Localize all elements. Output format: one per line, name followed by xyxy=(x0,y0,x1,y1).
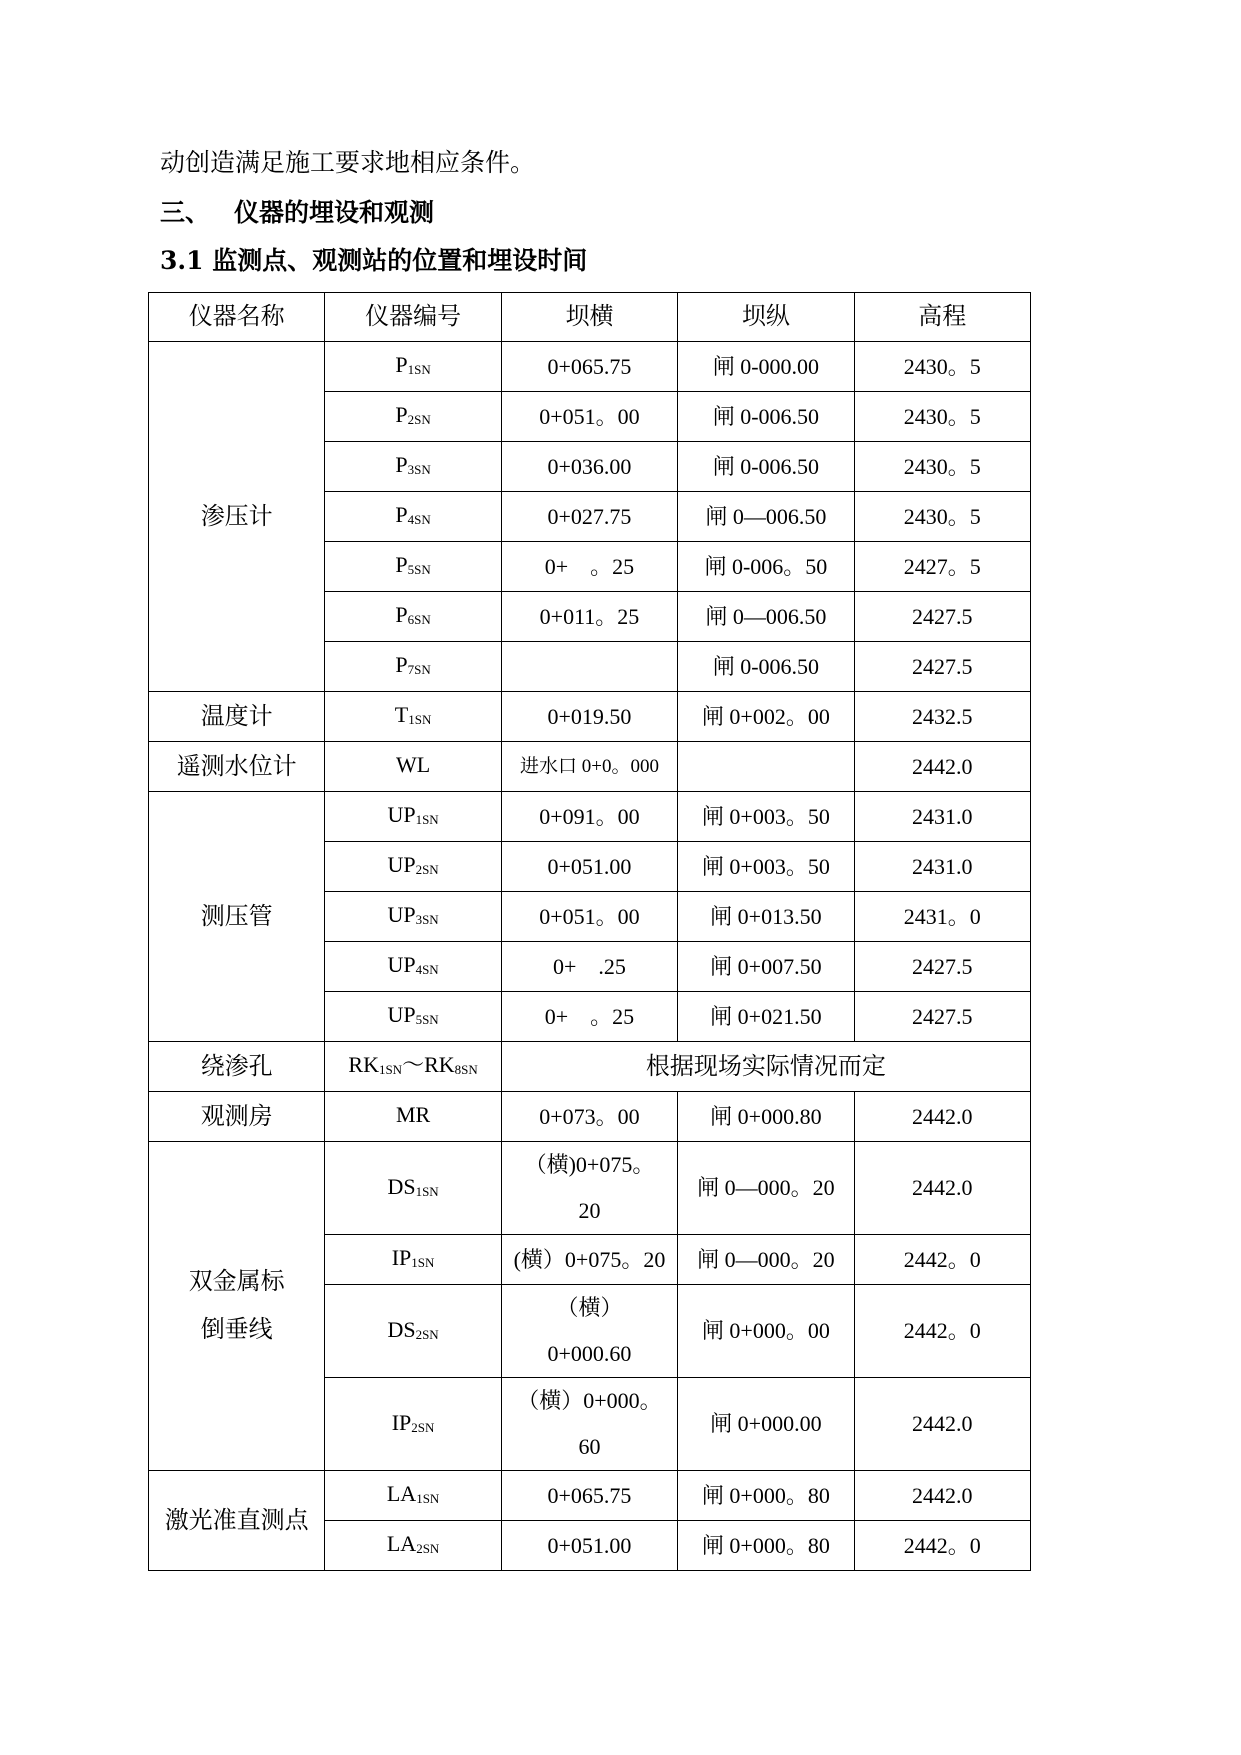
cross-cell xyxy=(501,1378,677,1471)
elev-cell: 2442。0 xyxy=(854,1521,1030,1571)
code-cell: $IP_{1SN}$ xyxy=(325,1235,501,1285)
elev-cell: 2427.5 xyxy=(854,942,1030,992)
code-cell: WL xyxy=(325,742,501,792)
cross-cell: 0+051.00 xyxy=(501,1521,677,1571)
cross-cell: 0+ 。25 xyxy=(501,542,677,592)
header-cell: 高程 xyxy=(854,293,1030,342)
elev-cell: 2442。0 xyxy=(854,1235,1030,1285)
code-cell: $UP_{3SN}$ xyxy=(325,892,501,942)
cross-cell: 0+091。00 xyxy=(501,792,677,842)
cross-line: 60 xyxy=(578,1434,601,1459)
category-cell xyxy=(149,1142,325,1471)
cross-line: （横)0+075。 xyxy=(524,1152,655,1177)
code-cell: $P_{2SN}$ xyxy=(325,392,501,442)
elev-cell: 2430。5 xyxy=(854,492,1030,542)
category-cell: 观测房 xyxy=(149,1092,325,1142)
elev-cell: 2431.0 xyxy=(854,792,1030,842)
long-cell: 闸 0-006。50 xyxy=(678,542,854,592)
elev-cell: 2442.0 xyxy=(854,1142,1030,1235)
cross-cell: 0+036.00 xyxy=(501,442,677,492)
long-cell xyxy=(678,742,854,792)
table-row xyxy=(149,1042,1031,1092)
code-cell: $RK_{1SN}\sim RK_{8SN}$ xyxy=(325,1042,501,1092)
elev-cell: 2427.5 xyxy=(854,642,1030,692)
category-cell: 激光准直测点 xyxy=(149,1471,325,1571)
header-cell: 仪器编号 xyxy=(325,293,501,342)
table-row xyxy=(149,742,1031,792)
elev-cell: 2442.0 xyxy=(854,742,1030,792)
elev-cell: 2442.0 xyxy=(854,1471,1030,1521)
elev-cell: 2430。5 xyxy=(854,392,1030,442)
code-cell: MR xyxy=(325,1092,501,1142)
code-cell: $P_{6SN}$ xyxy=(325,592,501,642)
code-cell: $DS_{2SN}$ xyxy=(325,1285,501,1378)
category-cell: 温度计 xyxy=(149,692,325,742)
long-cell: 闸 0—000。20 xyxy=(678,1142,854,1235)
long-cell: 闸 0+000。80 xyxy=(678,1471,854,1521)
long-cell: 闸 0+000。00 xyxy=(678,1285,854,1378)
long-cell: 闸 0—006.50 xyxy=(678,492,854,542)
cross-cell: 0+019.50 xyxy=(501,692,677,742)
header-cell: 坝横 xyxy=(501,293,677,342)
elev-cell: 2431.0 xyxy=(854,842,1030,892)
table-row xyxy=(149,342,1031,392)
code-cell: $P_{4SN}$ xyxy=(325,492,501,542)
span-cell: 根据现场实际情况而定 xyxy=(501,1042,1030,1092)
cross-cell: 0+065.75 xyxy=(501,1471,677,1521)
long-cell: 闸 0—000。20 xyxy=(678,1235,854,1285)
cross-cell: 0+051。00 xyxy=(501,392,677,442)
cross-cell: 0+ .25 xyxy=(501,942,677,992)
table-row xyxy=(149,1142,1031,1235)
cross-cell: (横）0+075。20 xyxy=(501,1235,677,1285)
cross-cell: 进水口 0+0。000 xyxy=(501,742,677,792)
category-cell: 渗压计 xyxy=(149,342,325,692)
long-cell: 闸 0+000。80 xyxy=(678,1521,854,1571)
code-cell: $UP_{1SN}$ xyxy=(325,792,501,842)
long-cell: 闸 0+003。50 xyxy=(678,842,854,892)
table-row xyxy=(149,1471,1031,1521)
code-cell: $P_{3SN}$ xyxy=(325,442,501,492)
section-title: 仪器的埋设和观测 xyxy=(234,198,435,227)
code-cell: $P_{7SN}$ xyxy=(325,642,501,692)
intro-text: 动创造满足施工要求地相应条件。 xyxy=(160,148,536,177)
code-cell: $IP_{2SN}$ xyxy=(325,1378,501,1471)
table-header-row xyxy=(149,293,1031,342)
cross-cell xyxy=(501,642,677,692)
header-cell: 坝纵 xyxy=(678,293,854,342)
long-cell: 闸 0+000.00 xyxy=(678,1378,854,1471)
code-cell: $DS_{1SN}$ xyxy=(325,1142,501,1235)
cross-line: 0+000.60 xyxy=(547,1341,632,1366)
long-cell: 闸 0+000.80 xyxy=(678,1092,854,1142)
code-cell: $P_{1SN}$ xyxy=(325,342,501,392)
long-cell: 闸 0+007.50 xyxy=(678,942,854,992)
cross-cell: 0+ 。25 xyxy=(501,992,677,1042)
code-cell: $T_{1SN}$ xyxy=(325,692,501,742)
code-cell: $UP_{2SN}$ xyxy=(325,842,501,892)
category-line: 倒垂线 xyxy=(200,1317,273,1343)
cross-cell xyxy=(501,1142,677,1235)
elev-cell: 2431。0 xyxy=(854,892,1030,942)
elev-cell: 2442。0 xyxy=(854,1285,1030,1378)
long-cell: 闸 0-006.50 xyxy=(678,392,854,442)
long-cell: 闸 0-006.50 xyxy=(678,642,854,692)
elev-cell: 2430。5 xyxy=(854,442,1030,492)
subsection-heading: 3.1 监测点、观测站的位置和埋设时间 xyxy=(160,246,588,275)
elev-cell: 2442.0 xyxy=(854,1378,1030,1471)
category-line: 双金属标 xyxy=(188,1269,285,1295)
category-cell: 测压管 xyxy=(149,792,325,1042)
code-cell: $UP_{5SN}$ xyxy=(325,992,501,1042)
code-cell: $LA_{1SN}$ xyxy=(325,1471,501,1521)
cross-line: （横） xyxy=(556,1295,623,1320)
elev-cell: 2427。5 xyxy=(854,542,1030,592)
elev-cell: 2427.5 xyxy=(854,992,1030,1042)
long-cell: 闸 0—006.50 xyxy=(678,592,854,642)
code-cell: $UP_{4SN}$ xyxy=(325,942,501,992)
table-row xyxy=(149,1092,1031,1142)
table-row xyxy=(149,792,1031,842)
cross-line: （横）0+000。 xyxy=(517,1388,662,1413)
cross-cell: 0+051。00 xyxy=(501,892,677,942)
cross-cell: 0+051.00 xyxy=(501,842,677,892)
elev-cell: 2430。5 xyxy=(854,342,1030,392)
code-cell: $P_{5SN}$ xyxy=(325,542,501,592)
table-row xyxy=(149,692,1031,742)
long-cell: 闸 0-000.00 xyxy=(678,342,854,392)
elev-cell: 2432.5 xyxy=(854,692,1030,742)
long-cell: 闸 0+013.50 xyxy=(678,892,854,942)
long-cell: 闸 0+021.50 xyxy=(678,992,854,1042)
cross-cell: 0+073。00 xyxy=(501,1092,677,1142)
header-cell: 仪器名称 xyxy=(149,293,325,342)
cross-cell: 0+027.75 xyxy=(501,492,677,542)
long-cell: 闸 0+003。50 xyxy=(678,792,854,842)
cross-cell xyxy=(501,1285,677,1378)
cross-cell: 0+011。25 xyxy=(501,592,677,642)
category-cell: 绕渗孔 xyxy=(149,1042,325,1092)
code-cell: $LA_{2SN}$ xyxy=(325,1521,501,1571)
cross-cell: 0+065.75 xyxy=(501,342,677,392)
cross-line: 20 xyxy=(578,1198,601,1223)
instrument-table xyxy=(148,292,1031,1571)
section-heading xyxy=(160,196,434,230)
elev-cell: 2442.0 xyxy=(854,1092,1030,1142)
section-number: 三、 xyxy=(160,198,211,227)
long-cell: 闸 0+002。00 xyxy=(678,692,854,742)
category-cell: 遥测水位计 xyxy=(149,742,325,792)
elev-cell: 2427.5 xyxy=(854,592,1030,642)
long-cell: 闸 0-006.50 xyxy=(678,442,854,492)
